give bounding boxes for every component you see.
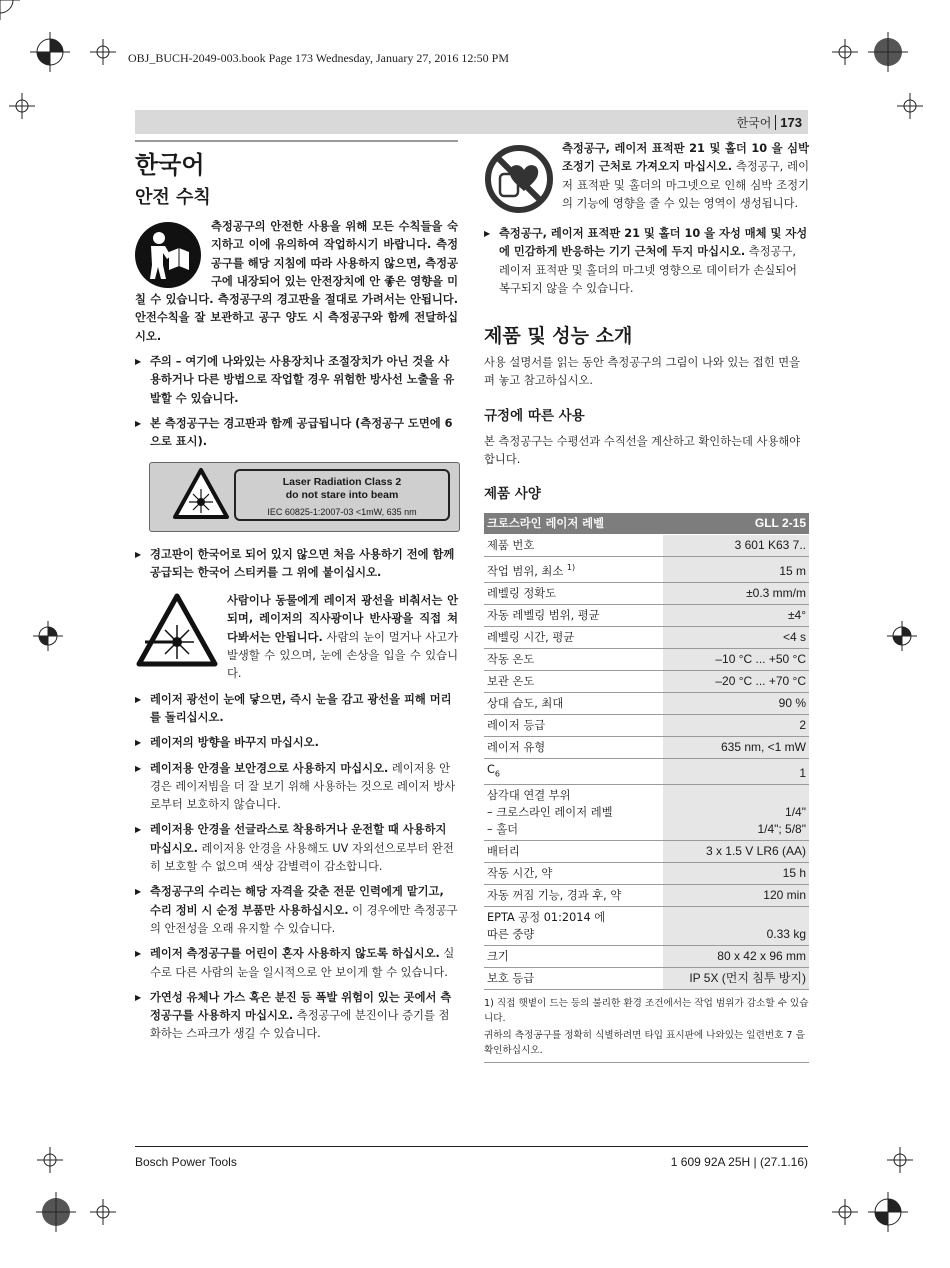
header-language: 한국어 (736, 116, 772, 130)
spec-value: IP 5X (먼지 침투 방지) (663, 968, 809, 990)
spec-label (484, 557, 663, 583)
page-title: 한국어 (135, 151, 205, 179)
weight-label-1: EPTA 공정 01:2014 에 (487, 911, 606, 925)
tripod-value-1: 1/4" (785, 805, 806, 820)
spec-label (484, 968, 663, 990)
explosion-bold: 가연성 유체나 가스 혹은 분진 등 폭발 위험이 있는 곳에서 측정공구를 사용하지 마십시오. (150, 990, 452, 1023)
spec-label-text: 작동 온도 (487, 653, 535, 667)
label-text-box (234, 469, 450, 521)
spec-value (663, 785, 809, 841)
spec-value: 80 x 42 x 96 mm (663, 946, 809, 968)
spec-label-text: 작동 시간, 약 (487, 867, 553, 881)
repair-bold: 측정공구의 수리는 해당 자격을 갖춘 전문 인력에게 맡기고, 수리 정비 시 순정 부품만 사용하십시오. (150, 885, 444, 917)
weight-label-2: 따른 중량 (487, 928, 535, 942)
sunglasses-bold: 레이저용 안경을 선글라스로 착용하거나 운전할 때 사용하지 마십시오. (150, 823, 447, 855)
spec-row (484, 671, 809, 693)
page-footer (135, 1146, 808, 1169)
repair-normal: 이 경우에만 측정공구의 안전성을 오래 유지할 수 있습니다. (150, 903, 458, 935)
spec-label (484, 759, 663, 785)
spec-value: 120 min (663, 885, 809, 907)
spec-label-text: 자동 꺼짐 기능, 경과 후, 약 (487, 889, 622, 903)
label-line-1: Laser Radiation Class 2 (282, 475, 402, 488)
sticker-bullet: ▶ 경고판이 한국어로 되어 있지 않으면 처음 사용하기 전에 함께 공급되는 한국어 스티커를 그 위에 붙이십시오. (135, 546, 458, 583)
tripod-label: 삼각대 연결 부위 (487, 789, 571, 803)
spec-label (484, 627, 663, 649)
spec-value: 15 m (663, 557, 809, 583)
spec-label-text: 작업 범위, 최소 (487, 565, 564, 579)
magnet-bold: 측정공구, 레이저 표적판 21 및 홀더 10 을 자성 매체 및 자성에 민감하게 반응하는 기기 근처에 두지 마십시오. (499, 227, 808, 259)
spec-value: 635 nm, <1 mW (663, 737, 809, 759)
spec-label (484, 605, 663, 627)
children-normal: 실수로 다른 사람의 눈을 일시적으로 안 보이게 할 수 있습니다. (150, 947, 455, 979)
spec-label (484, 649, 663, 671)
footnote-1: 1) 직접 햇볕이 드는 등의 불리한 환경 조건에서는 작업 범위가 감소할 수 있습니다. (484, 998, 809, 1025)
spec-value: 2 (663, 715, 809, 737)
pacemaker-bold: 측정공구, 레이저 표적판 21 및 홀더 10 을 심박 조정기 근처로 가져오지 마십시오. (562, 142, 809, 174)
spec-label-text: 상대 습도, 최대 (487, 697, 564, 711)
spec-value: –10 °C ... +50 °C (663, 649, 809, 671)
spec-label (484, 785, 663, 841)
spec-table (484, 513, 809, 990)
page-header (135, 110, 808, 134)
eye-contact-bullet: ▶ 레이저 광선이 눈에 닿으면, 즉시 눈을 감고 광선을 피해 머리를 돌리십시오. (135, 691, 458, 728)
spec-value: 0.33 kg (663, 907, 809, 946)
spec-label (484, 535, 663, 557)
section-heading-safety: 안전 수칙 (135, 187, 211, 208)
spec-row (484, 737, 809, 759)
spec-row (484, 841, 809, 863)
tripod-sub-2: – 홀더 (487, 823, 519, 837)
spec-label (484, 715, 663, 737)
footer-doc-number: 1 609 92A 25H | (27.1.16) (670, 1155, 808, 1169)
spec-row (484, 863, 809, 885)
spec-row (484, 693, 809, 715)
spec-value: 3 601 K63 7.. (663, 535, 809, 557)
spec-label-text: 레이저 등급 (487, 719, 546, 733)
spec-label (484, 863, 663, 885)
spec-row (484, 946, 809, 968)
spec-label (484, 946, 663, 968)
explosion-normal: 측정공구에 분진이나 증기를 점화하는 스파크가 생길 수 있습니다. (150, 1009, 450, 1041)
glasses-bullet (135, 760, 458, 815)
spec-subscript: 6 (494, 769, 500, 779)
laser-warning-bold: 사람이나 동물에게 레이저 광선을 비춰서는 안되며, 레이저의 직사광이나 반사광을 직접 쳐다봐서는 안됩니다. (227, 594, 458, 644)
spec-value: 3 x 1.5 V LR6 (AA) (663, 841, 809, 863)
spec-value: ±0.3 mm/m (663, 583, 809, 605)
column-rule (135, 140, 458, 142)
intended-use-heading: 규정에 따른 사용 (484, 407, 585, 424)
spec-label (484, 885, 663, 907)
spec-label-text: 크기 (487, 950, 509, 964)
spec-row (484, 968, 809, 990)
header-text (737, 114, 802, 131)
glasses-bold: 레이저용 안경을 보안경으로 사용하지 마십시오. (150, 761, 389, 775)
spec-label (484, 583, 663, 605)
spec-label-text: 제품 번호 (487, 539, 535, 553)
label-line-2: do not stare into beam (285, 488, 399, 501)
spec-heading: 제품 사양 (484, 486, 541, 503)
magnet-normal: 측정공구, 레이저 표적판 및 홀더의 마그넷 영향으로 데이터가 손실되어 복구되지 않을 수 있습니다. (499, 245, 797, 295)
spec-row (484, 759, 809, 785)
section-heading-product: 제품 및 성능 소개 (484, 325, 633, 348)
print-line: OBJ_BUCH-2049-003.book Page 173 Wednesday, January 27, 2016 12:50 PM (128, 51, 510, 65)
spec-row-tripod (484, 785, 809, 841)
spec-row (484, 557, 809, 583)
laser-warning-icon (135, 592, 219, 668)
spec-value: 90 % (663, 693, 809, 715)
laser-warning-label (149, 462, 460, 532)
right-column (484, 140, 809, 1063)
spec-row-weight (484, 907, 809, 946)
sunglasses-bullet (135, 821, 458, 876)
spec-label (484, 693, 663, 715)
spec-label-text: 레벨링 정확도 (487, 587, 557, 601)
spec-label (484, 907, 663, 946)
page-number: 173 (775, 115, 802, 130)
safety-intro: 측정공구의 안전한 사용을 위해 모든 수칙들을 숙지하고 이에 유의하여 작업하시기 바랍니다. 측정공구를 해당 지침에 따라 사용하지 않으면, 측정공구에 내장되어 있는 안전장치에 안 좋은 영향을 미칠 수 있습니다. 측정공구의 경고판을 절대로 가려서는 안됩니다. 안전수칙을 잘 보관하고 공구 양도 시 측정공구와 함께 전달하십시오. (135, 220, 458, 343)
spec-label (484, 671, 663, 693)
footer-brand: Bosch Power Tools (135, 1155, 237, 1169)
spec-row (484, 605, 809, 627)
spec-label (484, 841, 663, 863)
spec-row (484, 649, 809, 671)
spec-value: 15 h (663, 863, 809, 885)
caution-bullet: ▶ 주의 – 여기에 나와있는 사용장치나 조절장치가 아닌 것을 사용하거나 다른 방법으로 작업할 경우 위험한 방사선 노출을 유발할 수 있습니다. (135, 353, 458, 408)
repair-bullet (135, 883, 458, 938)
glasses-normal: 레이저용 안경은 레이저빔을 더 잘 보기 위해 사용하는 것으로 레이저 방사로부터 보호하지 않습니다. (150, 761, 456, 812)
spec-row (484, 715, 809, 737)
spec-value: ±4° (663, 605, 809, 627)
children-bold: 레이저 측정공구를 어린이 혼자 사용하지 않도록 하십시오. (150, 947, 440, 961)
no-pacemaker-icon (484, 144, 554, 214)
tripod-sub-1: – 크로스라인 레이저 레벨 (487, 806, 613, 820)
spec-value: <4 s (663, 627, 809, 649)
explosion-bullet (135, 989, 458, 1044)
spec-label-text: 배터리 (487, 845, 520, 859)
sunglasses-normal: 레이저용 안경을 사용해도 UV 자외선으로부터 완전히 보호할 수 없으며 색상 감별력이 감소합니다. (150, 841, 454, 874)
spec-label-text: C (487, 763, 495, 777)
no-change-bullet: ▶ 레이저의 방향을 바꾸지 마십시오. (135, 734, 458, 752)
spec-footnote-ref: 1) (566, 563, 576, 573)
spec-label (484, 737, 663, 759)
footnote-2: 귀하의 측정공구를 정확히 식별하려면 타입 표시판에 나와있는 일련번호 7 을 확인하십시오. (484, 1028, 809, 1063)
spec-label-text: 보호 등급 (487, 972, 535, 986)
label-line-3: IEC 60825-1:2007-03 <1mW, 635 nm (267, 506, 417, 517)
read-manual-icon (135, 222, 201, 288)
laser-warning-normal: 사람의 눈이 멀거나 사고가 발생할 수 있으며, 눈에 손상을 입을 수 있습니다. (227, 630, 459, 681)
spec-row (484, 583, 809, 605)
pacemaker-normal: 측정공구, 레이저 표적판 및 홀더의 마그넷으로 인해 심박 조정기의 기능에 영향을 줄 수 있는 영역이 생성됩니다. (562, 160, 809, 210)
spec-header-value: GLL 2-15 (663, 513, 809, 535)
laser-hazard-icon (172, 467, 230, 521)
left-column (135, 140, 458, 1044)
intended-use-text: 본 측정공구는 수평선과 수직선을 계산하고 확인하는데 사용해야 합니다. (484, 434, 801, 467)
warning-label-bullet: ▶ 본 측정공구는 경고판과 함께 공급됩니다 (측정공구 도면에 6 으로 표시). (135, 415, 458, 452)
spec-header-row (484, 513, 809, 535)
magnet-bullet (484, 225, 809, 298)
spec-value: 1 (663, 759, 809, 785)
spec-label-text: 보관 온도 (487, 675, 535, 689)
product-intro: 사용 설명서를 읽는 동안 측정공구의 그림이 나와 있는 접힌 면을 펴 놓고 참고하십시오. (484, 356, 801, 388)
spec-row (484, 885, 809, 907)
spec-row (484, 535, 809, 557)
spec-label-text: 레이저 유형 (487, 741, 546, 755)
spec-label-text: 레벨링 시간, 평균 (487, 631, 575, 645)
spec-header-label: 크로스라인 레이저 레벨 (484, 513, 663, 535)
spec-row (484, 627, 809, 649)
spec-label-text: 자동 레벨링 범위, 평균 (487, 609, 600, 623)
tripod-value-2: 1/4"; 5/8" (757, 822, 806, 837)
children-bullet (135, 945, 458, 982)
spec-value: –20 °C ... +70 °C (663, 671, 809, 693)
